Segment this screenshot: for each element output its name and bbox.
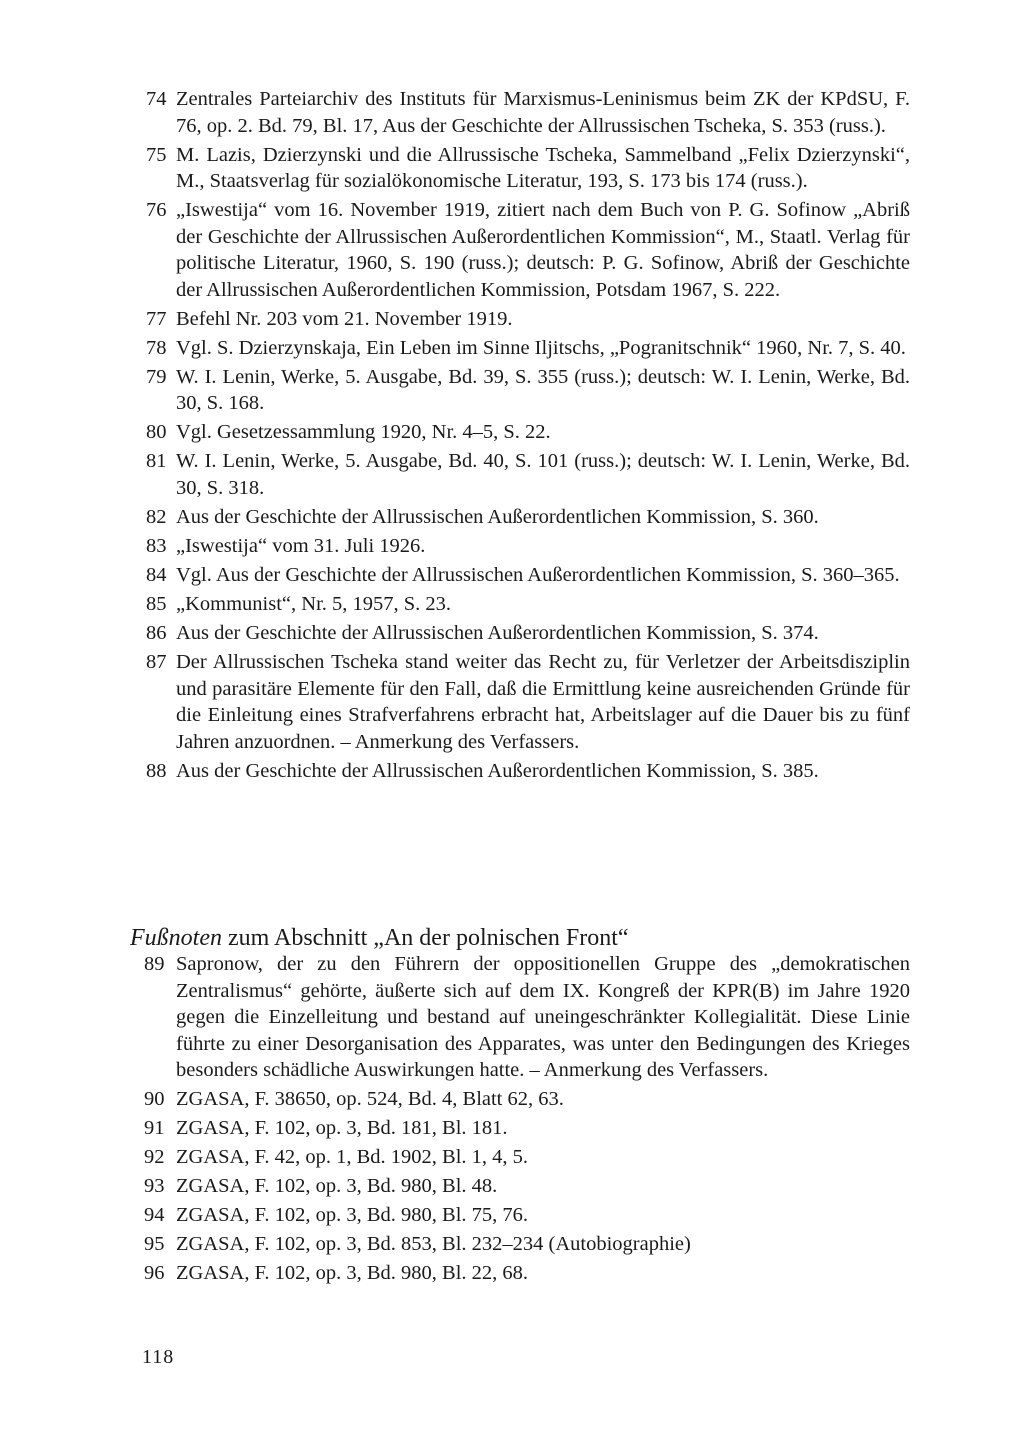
footnote-number: 77 — [146, 307, 167, 330]
footnote-text: Sapronow, der zu den Führern der oppositionellen Gruppe des „demokratischen Zentralismus“ gehörte, äußerte sich auf dem IX. Kongreß der KPR(B) im Jahre 1920 gegen die Einzelleitung und bestand auf uneingeschränkter Kollegialität. Diese Linie führte zu einer Desorganisation des Apparates, was unter den Bedingungen des Krieges besonders schädliche Auswirkungen hatte. – Anmerkung des Verfassers. — [176, 953, 910, 1082]
footnote — [140, 1231, 910, 1258]
footnote-number: 85 — [146, 592, 167, 615]
footnote-text: M. Lazis, Dzierzynski und die Allrussische Tscheka, Sammelband „Felix Dzierzynski“, M., Staatsverlag für sozialökonomische Literatur, 193, S. 173 bis 174 (russ.). — [176, 143, 910, 193]
footnote-text: ZGASA, F. 102, op. 3, Bd. 181, Bl. 181. — [176, 1117, 508, 1140]
section-heading — [130, 923, 910, 953]
footnote-text: ZGASA, F. 102, op. 3, Bd. 853, Bl. 232–234 (Autobiographie) — [176, 1233, 691, 1256]
footnote-number: 90 — [144, 1088, 165, 1111]
footnote — [140, 364, 910, 417]
footnote — [140, 335, 910, 362]
footnote-text: Aus der Geschichte der Allrussischen Außerordentlichen Kommission, S. 360. — [176, 506, 819, 529]
footnote-number: 92 — [144, 1146, 165, 1169]
footnotes-list-part-1 — [140, 86, 910, 787]
footnote — [140, 1260, 910, 1287]
footnote — [140, 1173, 910, 1200]
footnote — [140, 419, 910, 446]
section-heading-italic: Fußnoten — [130, 925, 222, 951]
footnote — [140, 197, 910, 303]
footnote-text: ZGASA, F. 102, op. 3, Bd. 980, Bl. 48. — [176, 1175, 498, 1198]
footnote-number: 84 — [146, 564, 167, 586]
footnote-number: 78 — [146, 336, 167, 359]
footnote-number: 91 — [144, 1117, 165, 1140]
footnote-text: „Kommunist“, Nr. 5, 1957, S. 23. — [176, 592, 452, 615]
footnote-number: 89 — [144, 953, 165, 975]
footnote — [140, 533, 910, 560]
footnote — [140, 758, 910, 785]
footnote — [140, 951, 910, 1084]
footnote — [140, 562, 910, 589]
footnote-text: ZGASA, F. 102, op. 3, Bd. 980, Bl. 22, 68. — [176, 1262, 529, 1285]
footnote-number: 93 — [144, 1175, 165, 1198]
footnote-number: 86 — [146, 621, 167, 644]
footnote-text: Aus der Geschichte der Allrussischen Außerordentlichen Kommission, S. 374. — [176, 621, 819, 644]
footnote-text: „Iswestija“ vom 16. November 1919, zitiert nach dem Buch von P. G. Sofinow „Abriß der Geschichte der Allrussischen Außerordentlichen Kommission“, M., Staatl. Verlag für politische Literatur, 1960, S. 190 (russ.); deutsch: P. G. Sofinow, Abriß der Geschichte der Allrussischen Außerordentlichen Kommission, Potsdam 1967, S. 222. — [176, 199, 910, 301]
footnote-number: 83 — [146, 535, 167, 558]
footnote — [140, 620, 910, 647]
footnote-number: 76 — [146, 199, 167, 222]
footnote-text: „Iswestija“ vom 31. Juli 1926. — [176, 535, 426, 558]
footnote — [140, 504, 910, 531]
footnote-number: 81 — [146, 450, 167, 473]
footnote-number: 88 — [146, 759, 167, 782]
footnote-text: W. I. Lenin, Werke, 5. Ausgabe, Bd. 40, S. 101 (russ.); deutsch: W. I. Lenin, Werke, Bd. 30, S. 318. — [176, 450, 910, 500]
footnote-text: Der Allrussischen Tscheka stand weiter das Recht zu, für Verletzer der Arbeitsdisziplin und parasitäre Elemente für den Fall, daß die Ermittlung keine ausreichenden Gründe für die Einleitung eines Strafverfahrens erbracht hat, Arbeitslager auf die Dauer bis zu fünf Jahren anzuordnen. – Anmerkung des Verfassers. — [176, 650, 910, 753]
footnote-text: Vgl. Gesetzessammlung 1920, Nr. 4–5, S. 22. — [176, 421, 551, 444]
footnote-text: ZGASA, F. 102, op. 3, Bd. 980, Bl. 75, 76. — [176, 1204, 529, 1227]
page-number: 118 — [142, 1346, 175, 1368]
footnotes-list-part-2 — [140, 951, 910, 1289]
footnote-number: 75 — [146, 143, 167, 166]
footnote-text: Befehl Nr. 203 vom 21. November 1919. — [176, 307, 513, 330]
footnote-number: 74 — [146, 88, 167, 110]
footnote — [140, 448, 910, 501]
footnote — [140, 649, 910, 755]
footnote — [140, 1202, 910, 1229]
footnote — [140, 591, 910, 618]
footnote — [140, 86, 910, 139]
footnote-text: Aus der Geschichte der Allrussischen Außerordentlichen Kommission, S. 385. — [176, 759, 819, 782]
footnote-text: W. I. Lenin, Werke, 5. Ausgabe, Bd. 39, S. 355 (russ.); deutsch: W. I. Lenin, Werke, Bd. 30, S. 168. — [176, 365, 910, 415]
footnote-number: 95 — [144, 1233, 165, 1256]
footnote-text: Vgl. S. Dzierzynskaja, Ein Leben im Sinne Iljitschs, „Pogranitschnik“ 1960, Nr. 7, S. 40. — [176, 336, 906, 359]
footnote-number: 79 — [146, 365, 167, 388]
footnote-number: 94 — [144, 1204, 165, 1227]
footnote — [140, 1115, 910, 1142]
footnote — [140, 1086, 910, 1113]
footnote — [140, 1144, 910, 1171]
footnote-text: Zentrales Parteiarchiv des Instituts für Marxismus-Leninismus beim ZK der KPdSU, F. 76, op. 2. Bd. 79, Bl. 17, Aus der Geschichte der Allrussischen Tscheka, S. 353 (russ.). — [176, 88, 910, 137]
footnote-number: 87 — [146, 650, 167, 673]
footnote — [140, 306, 910, 333]
footnote-number: 82 — [146, 506, 167, 529]
footnote-text: ZGASA, F. 38650, op. 524, Bd. 4, Blatt 62, 63. — [176, 1088, 564, 1111]
section-heading-text: zum Abschnitt „An der polnischen Front“ — [221, 925, 629, 951]
footnote-number: 96 — [144, 1262, 165, 1285]
footnote-text: ZGASA, F. 42, op. 1, Bd. 1902, Bl. 1, 4, 5. — [176, 1146, 529, 1169]
footnote-text: Vgl. Aus der Geschichte der Allrussischen Außerordentlichen Kommission, S. 360–365. — [176, 564, 900, 586]
footnote — [140, 142, 910, 195]
footnote-number: 80 — [146, 421, 167, 444]
